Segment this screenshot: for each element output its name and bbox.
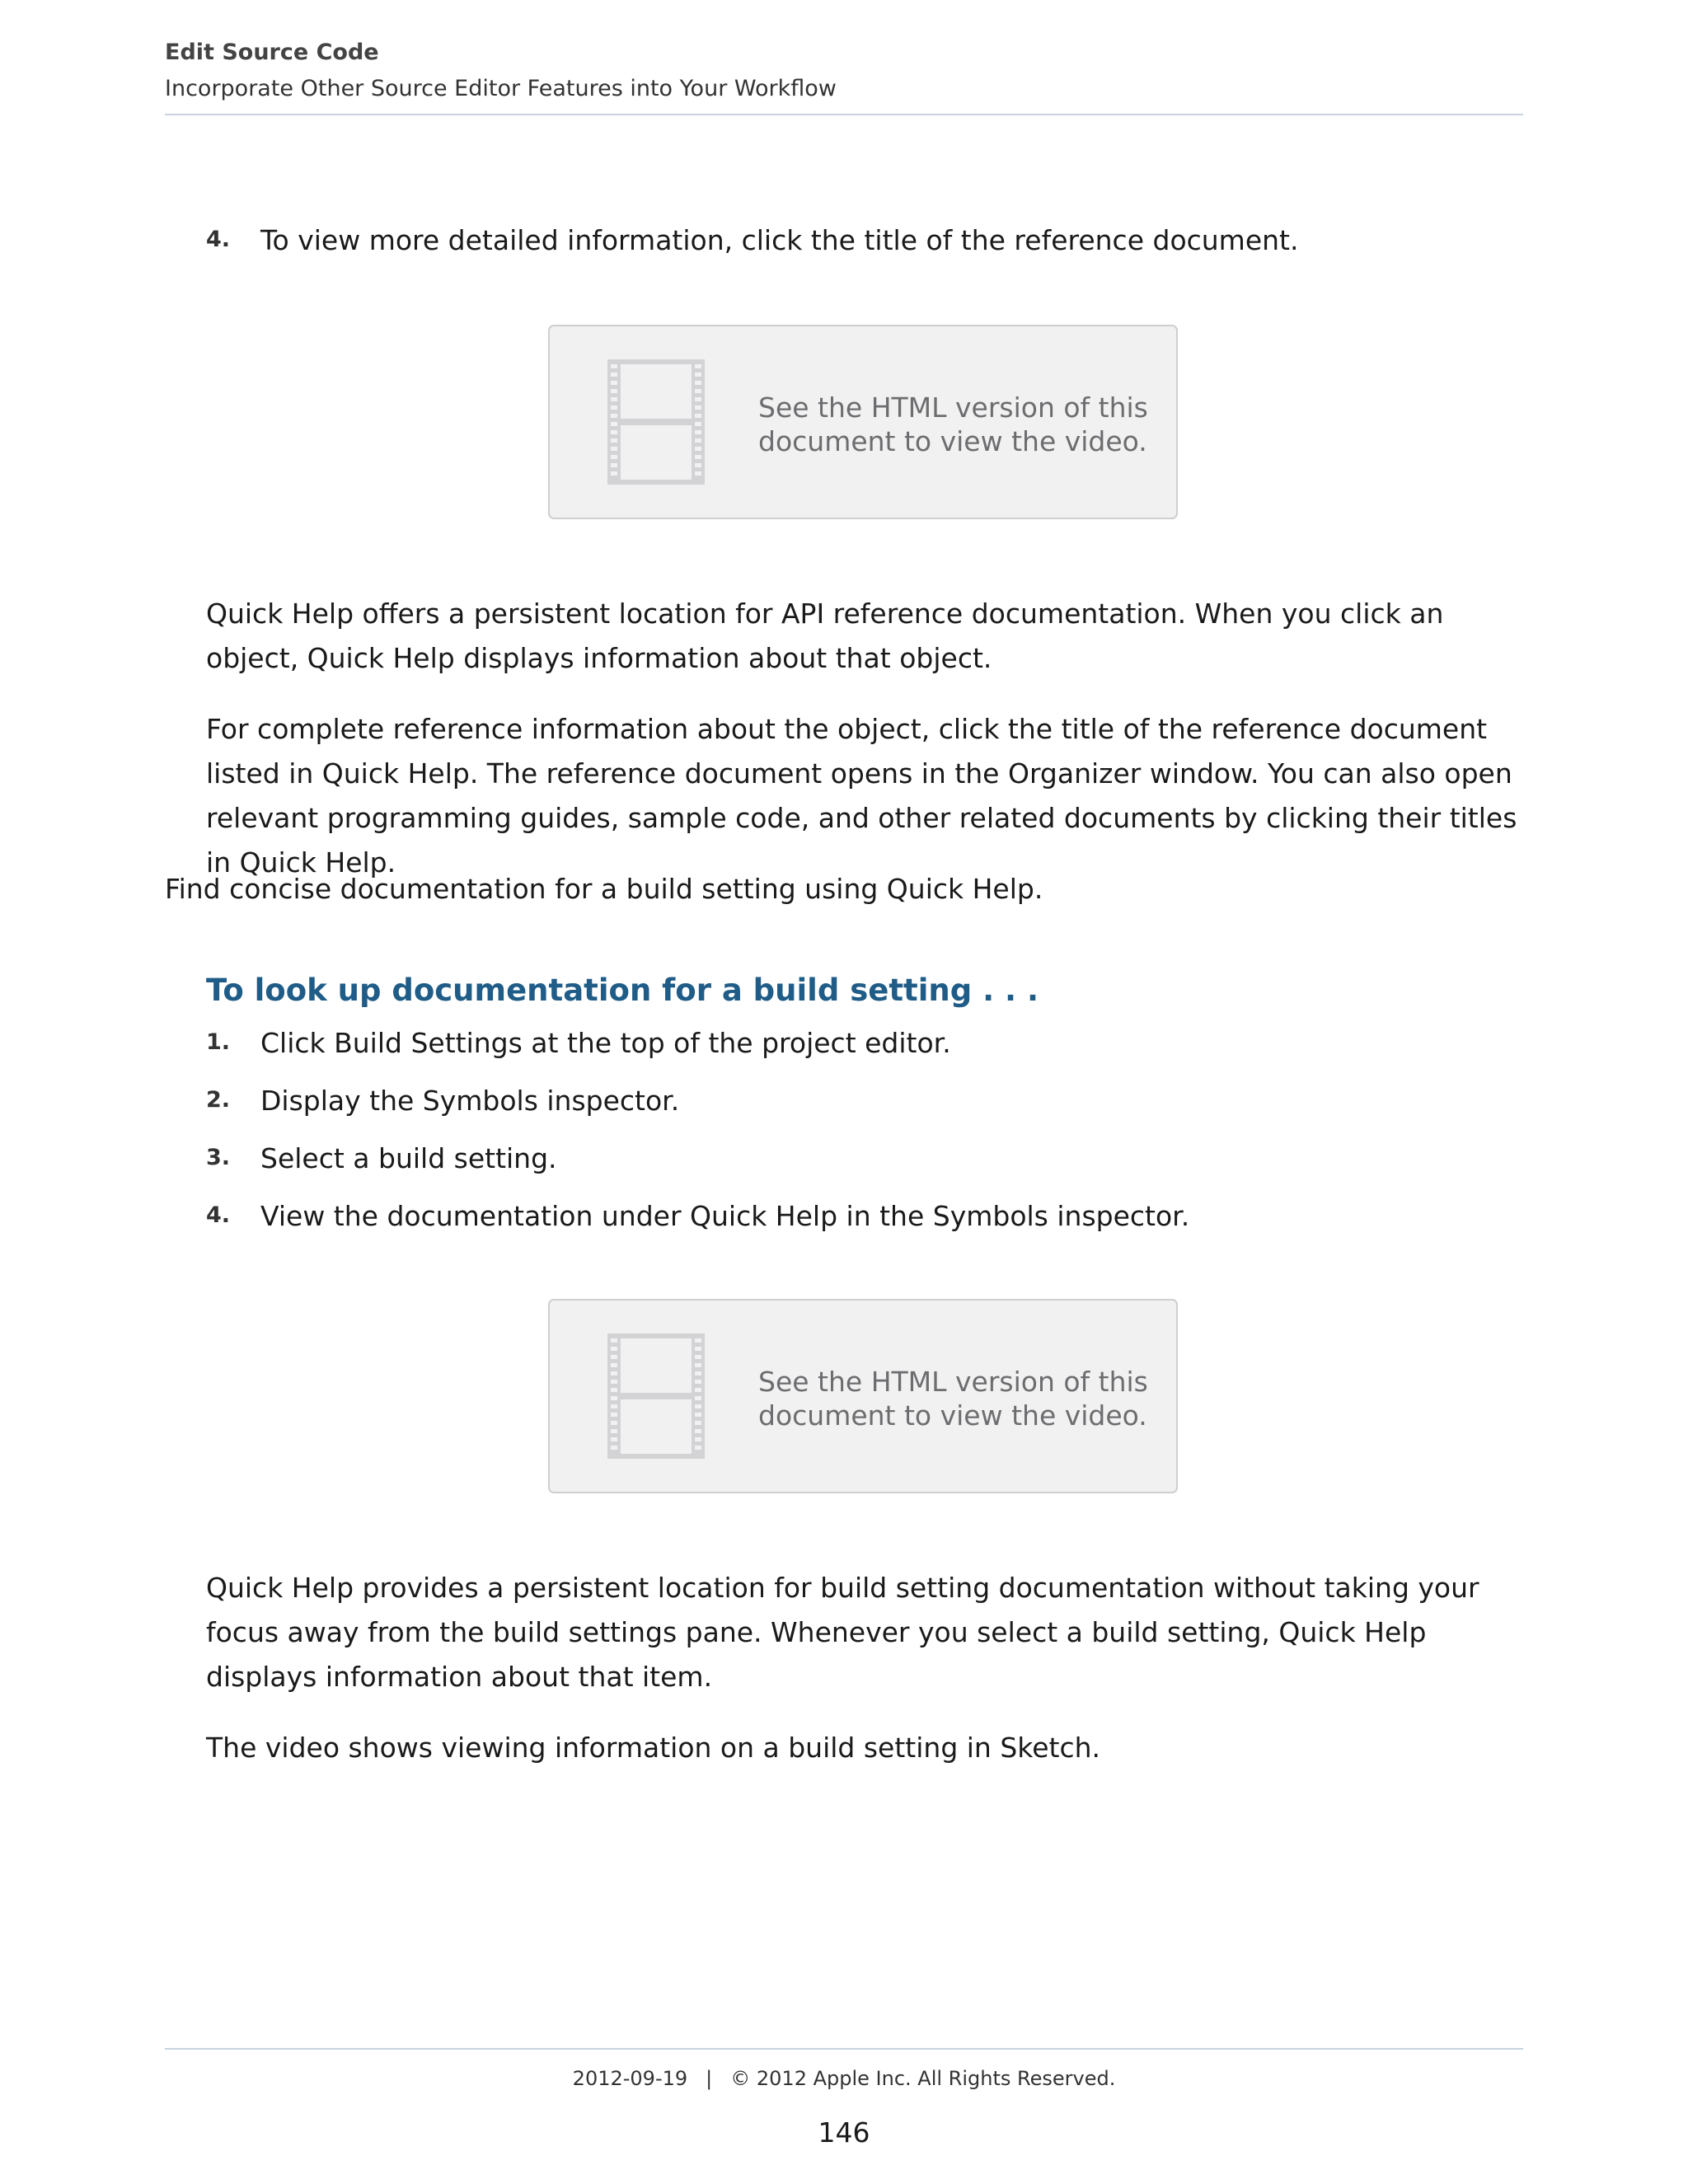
video-placeholder-text — [758, 1365, 1148, 1432]
step-text: Select a build setting. — [260, 1142, 557, 1174]
section-title: Edit Source Code — [165, 40, 379, 65]
video-placeholder[interactable] — [548, 1299, 1178, 1493]
video-placeholder-text — [758, 391, 1148, 458]
page-number: 146 — [818, 2116, 870, 2149]
video-text-line: document to view the video. — [758, 1399, 1147, 1432]
paragraph — [206, 1566, 1533, 1699]
task-heading: To look up documentation for a build setting . . . — [206, 972, 1039, 1008]
step-number: 1. — [206, 1029, 231, 1055]
step-number: 4. — [206, 1202, 231, 1228]
paragraph — [206, 1726, 1533, 1770]
section-subtitle: Incorporate Other Source Editor Features into Your Workflow — [165, 76, 837, 101]
step-text: To view more detailed information, click the title of the reference document. — [260, 224, 1299, 256]
paragraph-text: The video shows viewing information on a build setting in Sketch. — [206, 1732, 1101, 1764]
video-text-line: document to view the video. — [758, 425, 1147, 457]
step-number: 3. — [206, 1145, 231, 1170]
paragraph-text: Find concise documentation for a build setting using Quick Help. — [165, 873, 1043, 905]
step-text: View the documentation under Quick Help in the Symbols inspector. — [260, 1200, 1190, 1232]
paragraph-text: Quick Help provides a persistent location for build setting documentation without taking your focus away from the build settings pane. Whenever you select a build setting, Quick Help displays information about that item. — [206, 1572, 1479, 1693]
intro-paragraph — [165, 867, 1525, 912]
film-strip-icon — [607, 1333, 705, 1459]
footer — [0, 2067, 1688, 2090]
film-strip-icon — [607, 359, 705, 485]
video-text-line: See the HTML version of this — [758, 1366, 1148, 1398]
footer-copyright: © 2012 Apple Inc. All Rights Reserved. — [730, 2067, 1116, 2090]
step-text: Click Build Settings at the top of the project editor. — [260, 1027, 951, 1059]
paragraph-text: For complete reference information about the object, click the title of the reference document listed in Quick Help. The reference document opens in the Organizer window. You can also open relevant programming guides, sample code, and other related documents by clicking their titles in Quick Help. — [206, 713, 1517, 879]
header-divider — [165, 114, 1523, 115]
paragraph — [206, 707, 1533, 885]
footer-divider — [165, 2048, 1523, 2050]
step-number: 4. — [206, 227, 231, 252]
video-text-line: See the HTML version of this — [758, 391, 1148, 424]
step-number: 2. — [206, 1087, 231, 1113]
paragraph — [206, 592, 1533, 681]
step-text: Display the Symbols inspector. — [260, 1085, 680, 1117]
footer-date: 2012-09-19 — [572, 2067, 688, 2090]
paragraph-text: Quick Help offers a persistent location for API reference documentation. When you click an object, Quick Help displays information about that object. — [206, 598, 1444, 674]
video-placeholder[interactable] — [548, 325, 1178, 519]
footer-separator: | — [706, 2067, 713, 2090]
